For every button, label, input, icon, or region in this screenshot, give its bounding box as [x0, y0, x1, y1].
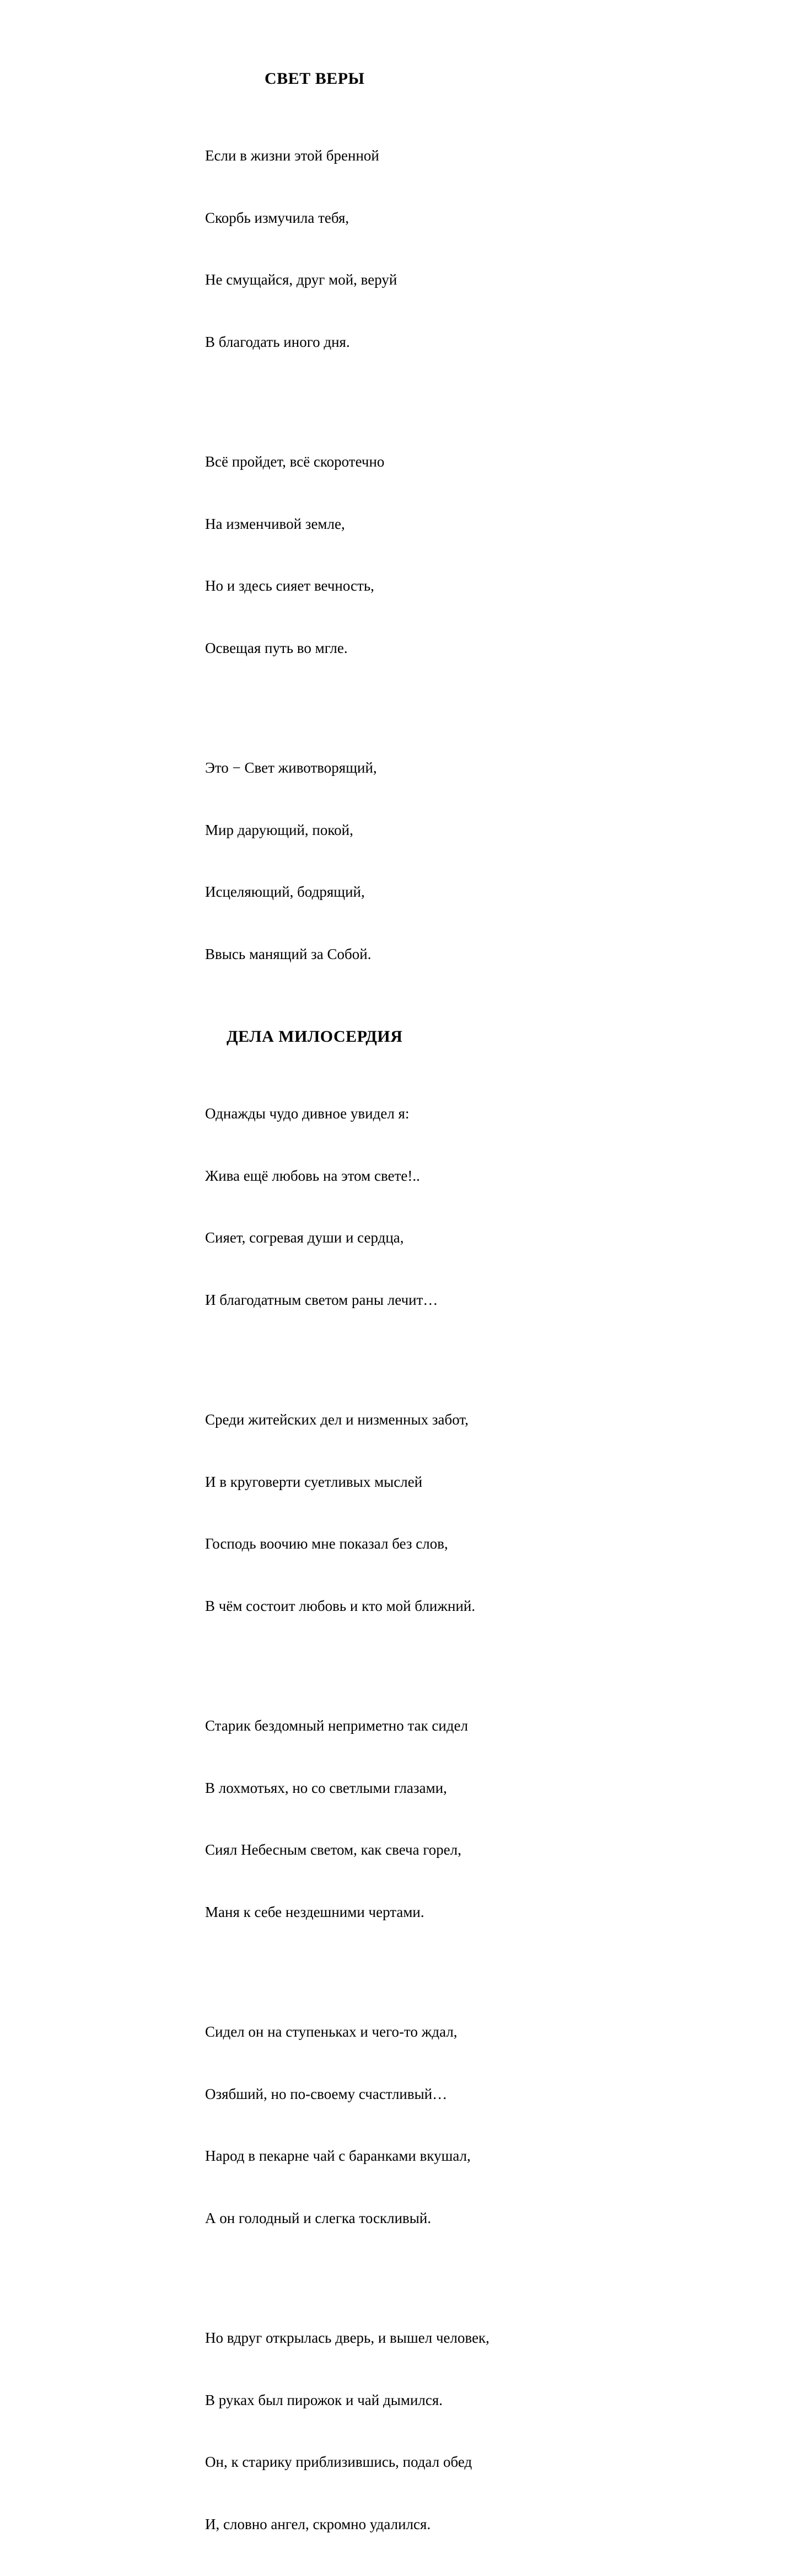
poem-line: Скорбь измучила тебя,: [205, 209, 349, 226]
poem-line: Маня к себе нездешними чертами.: [205, 1903, 424, 1920]
poem-line: В руках был пирожок и чай дымился.: [205, 2391, 443, 2408]
stanza: [205, 1980, 602, 2270]
poem-line: Не смущайся, друг мой, веруй: [205, 271, 397, 288]
poem-line: А он голодный и слегка тоскливый.: [205, 2209, 432, 2226]
stanza: [205, 1674, 602, 1964]
poem-line: Это − Свет животворящий,: [205, 759, 377, 776]
poem-line: На изменчивой земле,: [205, 515, 345, 532]
poem-line: Старик бездомный неприметно так сидел: [205, 1717, 469, 1734]
poem-line: Озябший, но по-своему счастливый…: [205, 2085, 448, 2102]
poem-line: Всё пройдет, всё скоротечно: [205, 453, 385, 470]
stanza: [205, 1368, 602, 1658]
poem-line: Народ в пекарне чай с баранками вкушал,: [205, 2147, 471, 2164]
poem-line: И благодатным светом раны лечит…: [205, 1291, 438, 1308]
poem-line: В лохмотьях, но со светлыми глазами,: [205, 1779, 447, 1796]
poem-line: И, словно ангел, скромно удалился.: [205, 2515, 431, 2532]
poem-line: Господь воочию мне показал без слов,: [205, 1535, 448, 1552]
stanza: [205, 2286, 602, 2576]
poem-line: Исцеляющий, бодрящий,: [205, 883, 365, 900]
poem-line: Среди житейских дел и низменных забот,: [205, 1411, 469, 1428]
poem-line: Однажды чудо дивное увидел я:: [205, 1105, 410, 1122]
poem-line: Сияет, согревая души и сердца,: [205, 1229, 404, 1246]
stanza: [205, 716, 602, 1006]
poem-line: Но и здесь сияет вечность,: [205, 577, 374, 594]
stanza: [205, 410, 602, 700]
poem-title-dela-miloserdiya: ДЕЛА МИЛОСЕРДИЯ: [227, 1027, 403, 1046]
poem-line: Сиял Небесным светом, как свеча горел,: [205, 1841, 461, 1858]
stanza: [205, 1062, 602, 1352]
poem-line: В чём состоит любовь и кто мой ближний.: [205, 1597, 476, 1614]
poem-line: В благодать иного дня.: [205, 333, 350, 350]
poem-line: Он, к старику приблизившись, подал обед: [205, 2454, 472, 2470]
poem-line: Жива ещё любовь на этом свете!..: [205, 1167, 420, 1184]
poem-line: И в круговерти суетливых мыслей: [205, 1473, 423, 1490]
poem-title-svet-very: СВЕТ ВЕРЫ: [265, 69, 365, 88]
poem-line: Но вдруг открылась дверь, и вышел человек,: [205, 2329, 489, 2346]
stanza: [205, 104, 602, 394]
poem-line: Если в жизни этой бренной: [205, 147, 379, 164]
poem-line: Сидел он на ступеньках и чего-то ждал,: [205, 2023, 457, 2040]
poem-line: Мир дарующий, покой,: [205, 821, 353, 838]
document-body: [205, 0, 602, 2576]
poem-line: Освещая путь во мгле.: [205, 639, 348, 656]
poem-line: Ввысь манящий за Собой.: [205, 945, 372, 962]
